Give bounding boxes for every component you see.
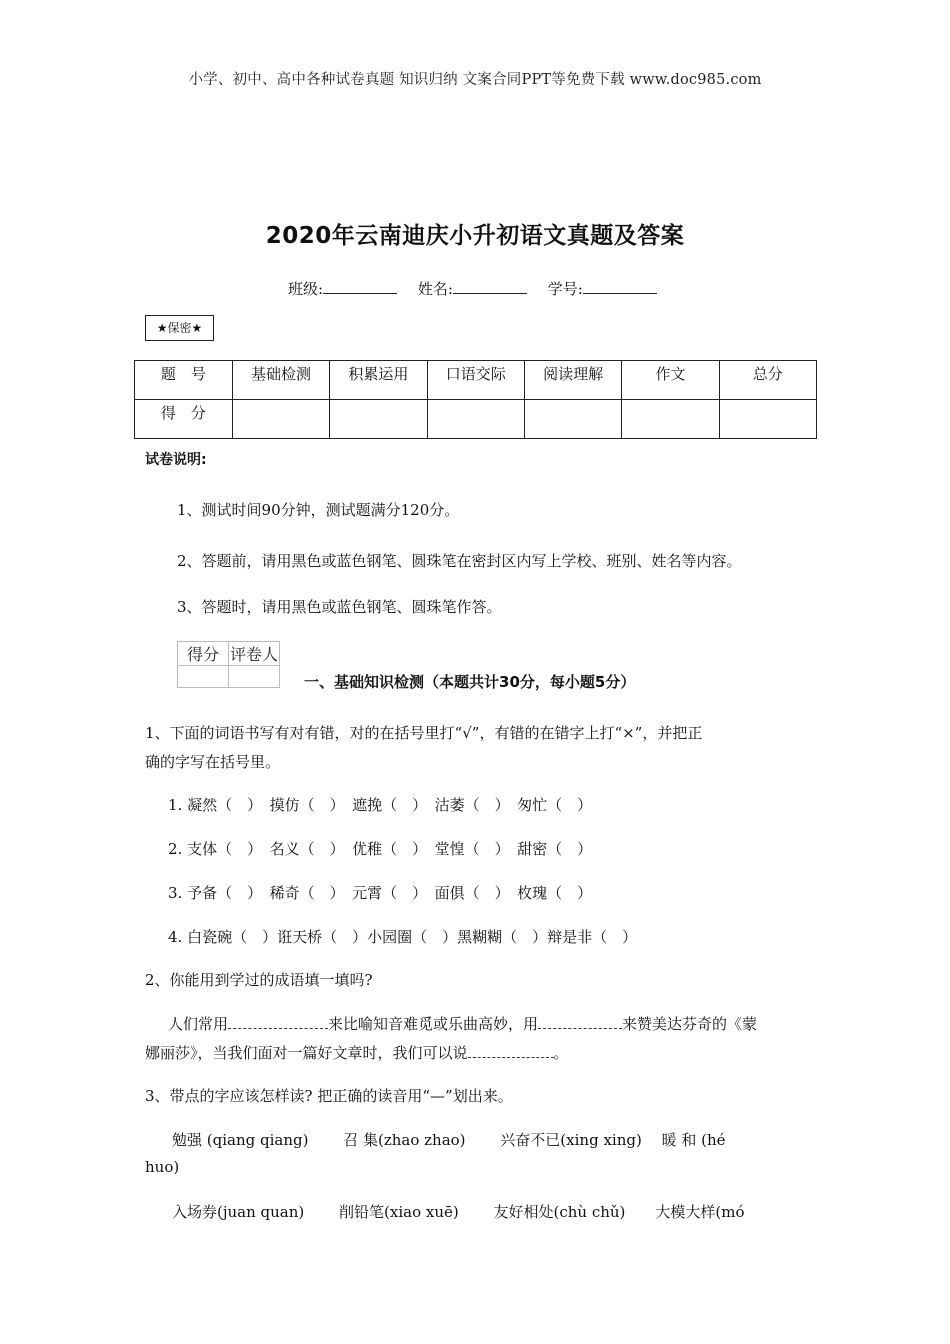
score-table-header-cell: 题 号 — [135, 361, 233, 400]
name-label: 姓名: — [417, 280, 453, 298]
question-3-row: 入场券(juan quan) 削铅笔(xiao xuē) 友好相处(chù chǔ) 大模大样(mó — [172, 1203, 745, 1221]
class-label: 班级: — [288, 280, 324, 298]
grader-score-cell[interactable] — [178, 666, 229, 688]
instructions-title: 试卷说明: — [145, 452, 207, 468]
number-label: 学号: — [547, 280, 583, 298]
answer-blank[interactable] — [468, 1043, 554, 1058]
page-title: 2020年云南迪庆小升初语文真题及答案 — [265, 223, 685, 249]
section-1-title: 一、基础知识检测（本题共计30分，每小题5分） — [304, 673, 636, 691]
score-table — [134, 360, 817, 439]
score-table-score-row — [135, 400, 817, 439]
score-row-label: 得 分 — [135, 400, 233, 439]
name-field[interactable] — [453, 280, 527, 294]
confidential-badge: ★保密★ — [145, 315, 214, 341]
q2-text-part: 来赞美达芬奇的《蒙 — [622, 1015, 758, 1033]
score-cell[interactable] — [719, 400, 816, 439]
q2-text-part: 。 — [553, 1044, 569, 1062]
class-field[interactable] — [323, 280, 397, 294]
question-1-row: 4. 白瓷碗（ ）诳天桥（ ）小园圈（ ）黑糊糊（ ）辩是非（ ） — [168, 928, 638, 946]
score-cell[interactable] — [232, 400, 329, 439]
question-3-row-cont: huo) — [145, 1158, 180, 1176]
score-table-header-cell: 总分 — [719, 361, 816, 400]
question-2-paragraph-line-1 — [168, 1013, 757, 1034]
question-2-text: 2、你能用到学过的成语填一填吗? — [145, 971, 373, 989]
instruction-item: 1、测试时间90分钟，测试题满分120分。 — [177, 501, 460, 519]
question-1-text-cont: 确的字写在括号里。 — [145, 753, 281, 771]
q2-text-part: 来比喻知音难觅或乐曲高妙，用 — [328, 1015, 539, 1033]
score-table-header-row — [135, 361, 817, 400]
question-1-row: 2. 支体（ ） 名义（ ） 优稚（ ） 堂惶（ ） 甜密（ ） — [168, 840, 593, 858]
number-field[interactable] — [583, 280, 657, 294]
grader-table — [177, 641, 280, 688]
score-table-header-cell: 积累运用 — [330, 361, 427, 400]
score-cell[interactable] — [330, 400, 427, 439]
question-2-paragraph-line-2 — [145, 1042, 569, 1063]
score-table-header-cell: 口语交际 — [427, 361, 524, 400]
instruction-item: 3、答题时，请用黑色或蓝色钢笔、圆珠笔作答。 — [177, 598, 502, 616]
grader-score-label: 得分 — [178, 642, 229, 666]
score-table-header-cell: 基础检测 — [232, 361, 329, 400]
question-3-row: 勉强 (qiang qiang) 召 集(zhao zhao) 兴奋不已(xing xing) 暖 和 (hé — [172, 1131, 726, 1149]
question-3-text: 3、带点的字应该怎样读? 把正确的读音用“—”划出来。 — [145, 1087, 513, 1105]
question-1-row: 3. 予备（ ） 稀奇（ ） 元霄（ ） 面俱（ ） 枚瑰（ ） — [168, 884, 593, 902]
score-cell[interactable] — [427, 400, 524, 439]
instruction-item: 2、答题前，请用黑色或蓝色钢笔、圆珠笔在密封区内写上学校、班别、姓名等内容。 — [177, 552, 742, 570]
q2-text-part: 娜丽莎》，当我们面对一篇好文章时，我们可以说 — [145, 1044, 468, 1062]
score-cell[interactable] — [622, 400, 719, 439]
student-info-fields — [288, 278, 673, 299]
answer-blank[interactable] — [228, 1014, 328, 1029]
score-table-header-cell: 阅读理解 — [524, 361, 621, 400]
question-1-text: 1、下面的词语书写有对有错，对的在括号里打“√”，有错的在错字上打“×”，并把正 — [145, 724, 703, 742]
score-table-header-cell: 作文 — [622, 361, 719, 400]
grader-reviewer-cell[interactable] — [229, 666, 280, 688]
grader-reviewer-label: 评卷人 — [229, 642, 280, 666]
score-cell[interactable] — [524, 400, 621, 439]
page-header: 小学、初中、高中各种试卷真题 知识归纳 文案合同PPT等免费下载 www.doc985.com — [188, 72, 762, 88]
answer-blank[interactable] — [538, 1014, 622, 1029]
question-1-row: 1. 凝然（ ） 摸仿（ ） 遮挽（ ） 沽萎（ ） 匆忙（ ） — [168, 796, 593, 814]
q2-text-part: 人们常用 — [168, 1015, 229, 1033]
